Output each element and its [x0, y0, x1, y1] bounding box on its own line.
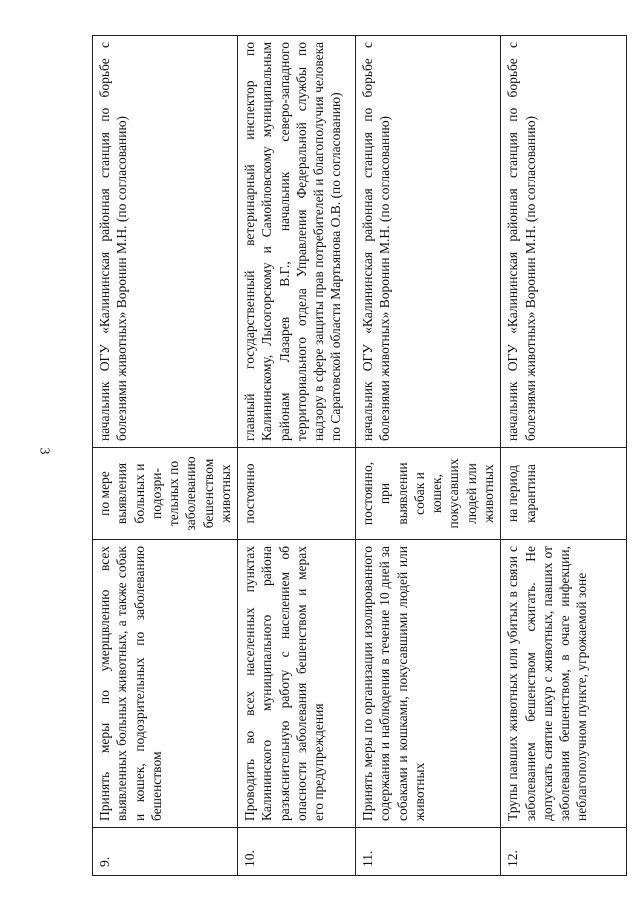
row-responsible: начальник ОГУ «Калининская районная станция по борьбе с болезнями животных» Воронин М.Н. (по согласованию)	[501, 36, 627, 448]
row-term: постоянно	[238, 448, 356, 540]
table-row	[501, 36, 627, 876]
row-term: по мере выявления больных и подозри-тельных по заболеванию бешенством животных	[93, 448, 238, 540]
row-number: 11.	[356, 828, 501, 876]
row-term: постоянно, при выявлении собак и кошек, покусавших людей или животных	[356, 448, 501, 540]
row-responsible: главный государственный ветеринарный инспектор по Калининскому, Лысогорскому и Самойловскому муниципальным районам Лазарев В.Г., начальник северо-западного территориального отдела Управления Федеральной службы по надзору в сфере защиты прав потребителей и благополучия человека по Саратовской области Мартьянова О.В. (по согласованию)	[238, 36, 356, 448]
table-row	[356, 36, 501, 876]
row-action: Принять меры по организации изолированного содержания и наблюдения в течение 10 дней за собаками и кошками, покусавшими людей или животных	[356, 540, 501, 828]
row-action: Принять меры по умерщвлению всех выявленных больных животных, а также собак и кошек, подозрительных по заболеванию бешенством	[93, 540, 238, 828]
row-term: на период карантина	[501, 448, 627, 540]
measures-table	[92, 35, 627, 876]
row-action: Проводить во всех населенных пунктах Калининского муниципального района разъяснительную работу с населением об опасности заболевания бешенством и мерах его предупреждения	[238, 540, 356, 828]
rotated-page-content	[92, 36, 612, 876]
row-responsible: начальник ОГУ «Калининская районная станция по борьбе с болезнями животных» Воронин М.Н. (по согласованию)	[356, 36, 501, 448]
table-row	[93, 36, 238, 876]
page-number: 3	[36, 447, 52, 455]
row-number: 9.	[93, 828, 238, 876]
row-responsible: начальник ОГУ «Калининская районная станция по борьбе с болезнями животных» Воронин М.Н. (по согласованию)	[93, 36, 238, 448]
row-action: Трупы павших животных или убитых в связи с заболеванием бешенством сжигать. Не допускать снятие шкур с животных, павших от заболевания бешенством, в очаге инфекции, неблагополучном пункте, угрожаемой зоне	[501, 540, 627, 828]
row-number: 10.	[238, 828, 356, 876]
row-number: 12.	[501, 828, 627, 876]
table-row	[238, 36, 356, 876]
